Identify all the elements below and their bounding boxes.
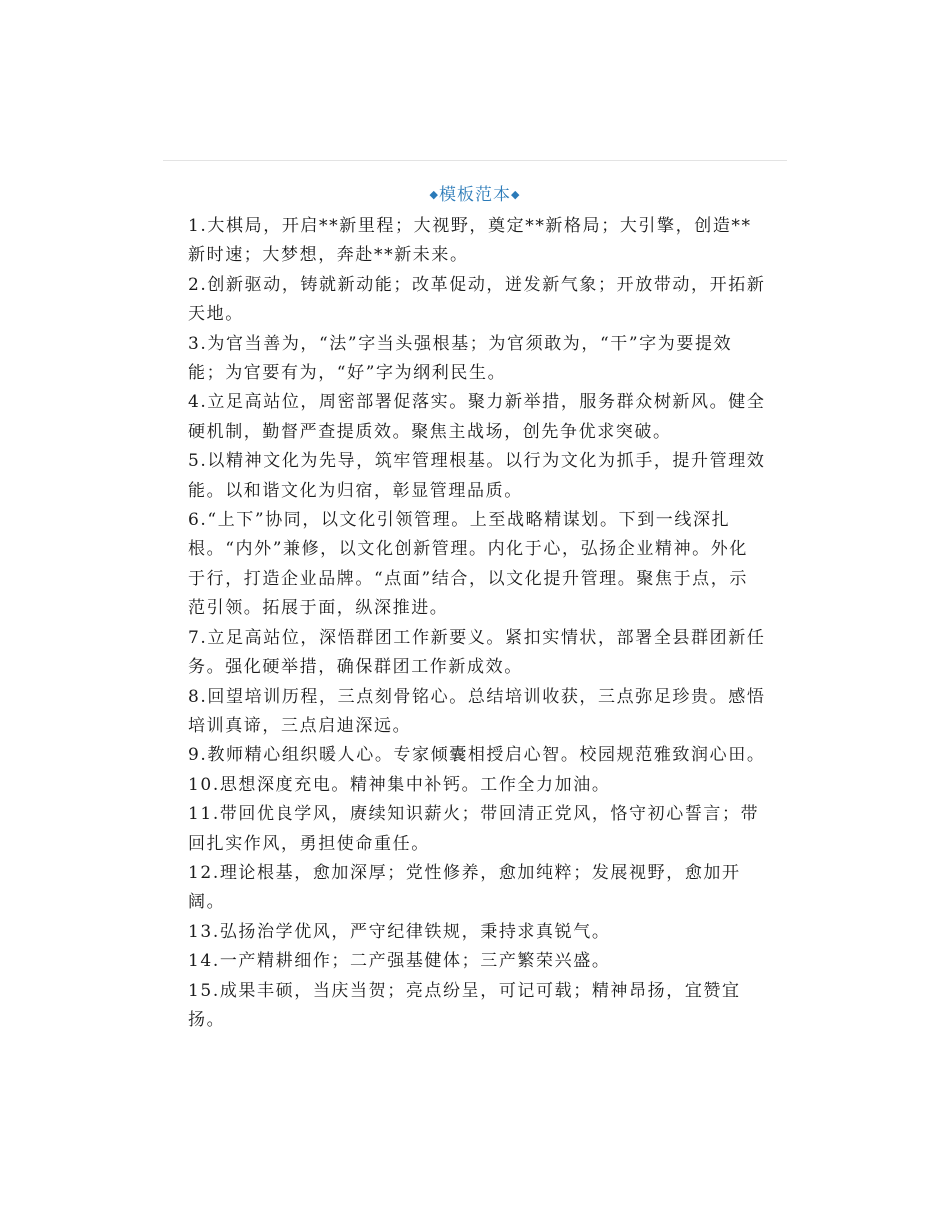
- list-item: 15.成果丰硕，当庆当贺；亮点纷呈，可记可载；精神昂扬，宜赞宜扬。: [188, 980, 741, 1030]
- list-item: 1.大棋局，开启**新里程；大视野，奠定**新格局；大引擎，创造**新时速；大梦想，奔赴**新未来。: [188, 216, 752, 266]
- list-item: 10.思想深度充电。精神集中补钙。工作全力加油。: [188, 774, 611, 795]
- list-item: 4.立足高站位，周密部署促落实。聚力新举措，服务群众树新风。健全硬机制，勤督严查提质效。聚焦主战场，创先争优求突破。: [188, 392, 766, 442]
- diamond-right-icon: ◆: [511, 188, 521, 201]
- list-item: 7.立足高站位，深悟群团工作新要义。紧扣实情状，部署全县群团新任务。强化硬举措，确保群团工作新成效。: [188, 627, 766, 678]
- list-item: 5.以精神文化为先导，筑牢管理根基。以行为文化为抓手，提升管理效能。以和谐文化为归宿，彰显管理品质。: [188, 451, 766, 501]
- list-item: 2.创新驱动，铸就新动能；改革促动，迸发新气象；开放带动，开拓新天地。: [188, 274, 766, 325]
- list-item: 8.回望培训历程，三点刻骨铭心。总结培训收获，三点弥足珍贵。感悟培训真谛，三点启迪深远。: [188, 686, 766, 736]
- title-text: 模板范本: [439, 185, 511, 205]
- header-divider: [163, 160, 787, 161]
- diamond-left-icon: ◆: [429, 188, 439, 201]
- list-item: 12.理论根基，愈加深厚；党性修养，愈加纯粹；发展视野，愈加开阔。: [188, 862, 741, 913]
- list-item: 3.为官当善为，“法”字当头强根基；为官须敢为，“干”字为要提效能；为官要有为，“好”字为纲利民生。: [188, 333, 733, 384]
- slogan-list: [188, 212, 766, 1035]
- list-item: 13.弘扬治学优风，严守纪律铁规，秉持求真锐气。: [188, 921, 611, 942]
- list-item: 14.一产精耕细作；二产强基健体；三产繁荣兴盛。: [188, 951, 611, 972]
- document-title: [0, 183, 950, 207]
- list-item: 11.带回优良学风，赓续知识薪火；带回清正党风，恪守初心誓言；带回扎实作风，勇担使命重任。: [188, 804, 760, 854]
- list-item: 6.“上下”协同，以文化引领管理。上至战略精谋划。下到一线深扎根。“内外”兼修，以文化创新管理。内化于心，弘扬企业精神。外化于行，打造企业品牌。“点面”结合，以文化提升管理。聚焦于点，示范引领。拓展于面，纵深推进。: [188, 510, 748, 619]
- list-item: 9.教师精心组织暖人心。专家倾囊相授启心智。校园规范雅致润心田。: [188, 745, 766, 766]
